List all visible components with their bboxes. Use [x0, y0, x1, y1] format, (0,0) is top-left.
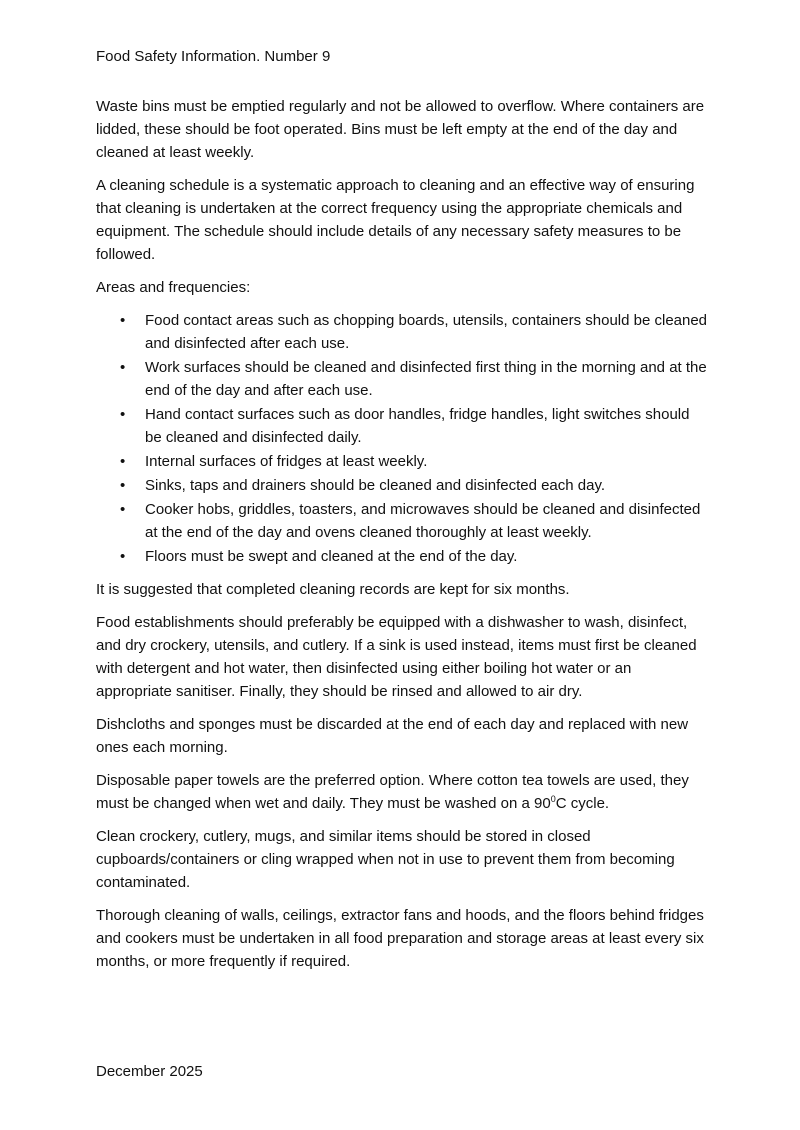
list-item: [120, 356, 708, 402]
bullet-icon: •: [120, 359, 126, 376]
degree-superscript: 0: [550, 794, 556, 804]
bullet-icon: •: [120, 453, 126, 470]
list-item: [120, 450, 708, 473]
list-item: [120, 309, 708, 355]
list-item: [120, 545, 708, 568]
list-item-text: Sinks, taps and drainers should be cleaned and disinfected each day.: [145, 477, 606, 494]
bullet-icon: •: [120, 548, 126, 565]
paragraph-dishwasher: Food establishments should preferably be equipped with a dishwasher to wash, disinfect, and dry crockery, utensils, and cutlery. If a sink is used instead, items must first be cleaned with detergent and hot water, then disinfected using either boiling hot water or an appropriate sanitiser. Finally, they should be rinsed and allowed to air dry.: [96, 614, 697, 700]
list-item: [120, 498, 708, 544]
bullet-icon: •: [120, 406, 126, 423]
bullet-icon: •: [120, 477, 126, 494]
bullet-icon: •: [120, 312, 126, 329]
towels-text-before: Disposable paper towels are the preferred option. Where cotton tea towels are used, they must be changed when wet and daily. They must be washed on a 90: [96, 772, 689, 812]
list-item: [120, 403, 708, 449]
document-footer-date: December 2025: [96, 1063, 203, 1080]
areas-frequencies-list: [96, 309, 708, 568]
paragraph-areas-heading: Areas and frequencies:: [96, 279, 251, 296]
list-item-text: Hand contact surfaces such as door handles, fridge handles, light switches should be cleaned and disinfected daily.: [145, 406, 690, 446]
paragraph-waste-bins: Waste bins must be emptied regularly and not be allowed to overflow. Where containers are lidded, these should be foot operated. Bins must be left empty at the end of the day and cleaned at least weekly.: [96, 98, 705, 161]
document-header: Food Safety Information. Number 9: [96, 48, 331, 65]
list-item: [120, 474, 708, 497]
towels-text-after: C cycle.: [555, 795, 610, 812]
paragraph-crockery-storage: Clean crockery, cutlery, mugs, and similar items should be stored in closed cupboards/containers or cling wrapped when not in use to prevent them from becoming contaminated.: [96, 828, 675, 891]
list-item-text: Food contact areas such as chopping boards, utensils, containers should be cleaned and disinfected after each use.: [145, 312, 708, 352]
paragraph-cleaning-records: It is suggested that completed cleaning records are kept for six months.: [96, 581, 570, 598]
list-item-text: Cooker hobs, griddles, toasters, and microwaves should be cleaned and disinfected at the end of the day and ovens cleaned thoroughly at least weekly.: [145, 501, 701, 541]
list-item-text: Work surfaces should be cleaned and disinfected first thing in the morning and at the end of the day and after each use.: [145, 359, 707, 399]
paragraph-dishcloths: Dishcloths and sponges must be discarded at the end of each day and replaced with new ones each morning.: [96, 716, 689, 756]
paragraph-thorough-cleaning: Thorough cleaning of walls, ceilings, extractor fans and hoods, and the floors behind fridges and cookers must be undertaken in all food preparation and storage areas at least every six months, or more frequently if required.: [96, 907, 704, 970]
list-item-text: Internal surfaces of fridges at least weekly.: [145, 453, 428, 470]
paragraph-towels: [96, 769, 708, 815]
document-body: [96, 95, 708, 983]
paragraph-cleaning-schedule: A cleaning schedule is a systematic approach to cleaning and an effective way of ensuring that cleaning is undertaken at the correct frequency using the appropriate chemicals and equipment. The schedule should include details of any necessary safety measures to be followed.: [96, 177, 695, 263]
bullet-icon: •: [120, 501, 126, 518]
list-item-text: Floors must be swept and cleaned at the end of the day.: [145, 548, 518, 565]
